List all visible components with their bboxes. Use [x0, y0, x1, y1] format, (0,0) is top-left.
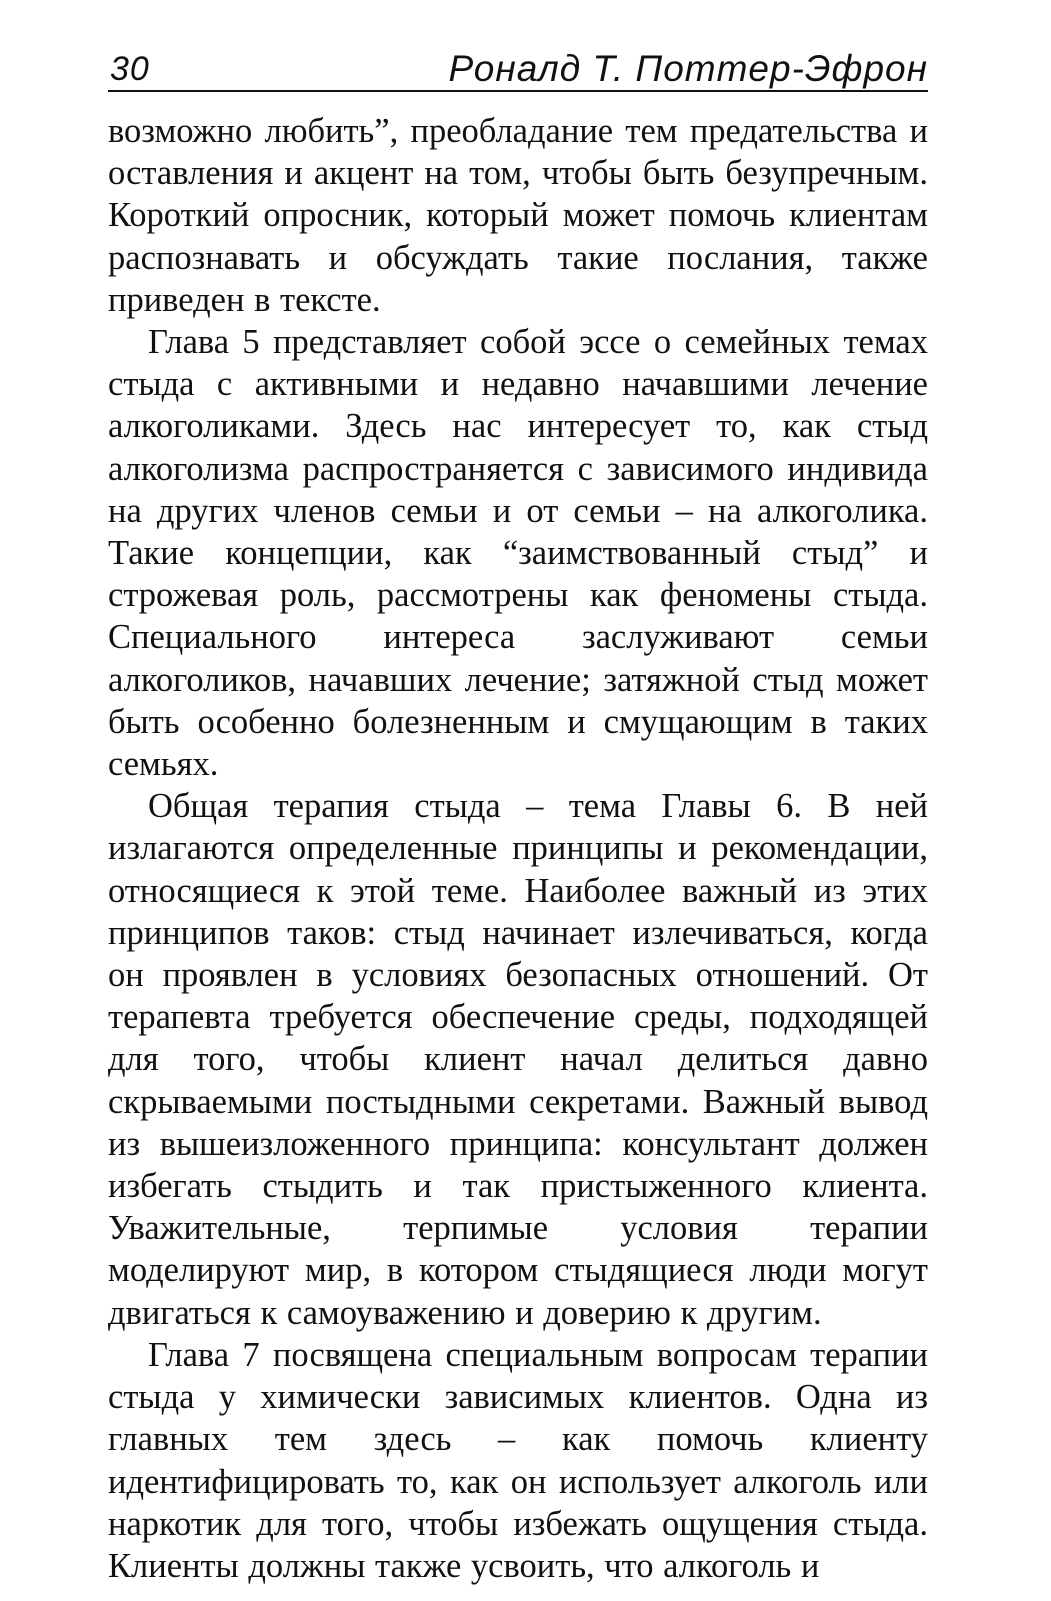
paragraph-continuation: возможно любить”, преобладание тем предательства и оставления и акцент на том, чтобы быть безупречным. Короткий опросник, который может помочь клиентам распознавать и обсуждать такие послания, также приведен в тексте. [108, 112, 928, 319]
running-header [108, 44, 928, 92]
paragraph-chapter-5: Глава 5 представляет собой эссе о семейных темах стыда с активными и недавно начавшими лечение алкоголиками. Здесь нас интересует то, как стыд алкоголизма распространяется с зависимого индивида на других членов семьи и от семьи – на алкоголика. Такие концепции, как “заимствованный стыд” и строжевая роль, рассмотрены как феномены стыда. Специального интереса заслуживают семьи алкоголиков, начавших лечение; затяжной стыд может быть особенно болезненным и смущающим в таких семьях. [108, 323, 928, 784]
body-text [108, 110, 928, 1587]
book-page [108, 44, 928, 1587]
running-title: Роналд Т. Поттер-Эфрон [448, 48, 928, 89]
page-number: 30 [110, 50, 150, 88]
paragraph-chapter-6: Общая терапия стыда – тема Главы 6. В ней излагаются определенные принципы и рекомендации, относящиеся к этой теме. Наиболее важный из этих принципов таков: стыд начинает излечиваться, когда он проявлен в условиях безопасных отношений. От терапевта требуется обеспечение среды, подходящей для того, чтобы клиент начал делиться давно скрываемыми постыдными секретами. Важный вывод из вышеизложенного принципа: консультант должен избегать стыдить и так пристыженного клиента. Уважительные, терпимые условия терапии моделируют мир, в котором стыдящиеся люди могут двигаться к самоуважению и доверию к другим. [108, 787, 928, 1332]
paragraph-chapter-7: Глава 7 посвящена специальным вопросам терапии стыда у химически зависимых клиентов. Одна из главных тем здесь – как помочь клиенту идентифицировать то, как он использует алкоголь или наркотик для того, чтобы избежать ощущения стыда. Клиенты должны также усвоить, что алкоголь и [108, 1335, 928, 1585]
